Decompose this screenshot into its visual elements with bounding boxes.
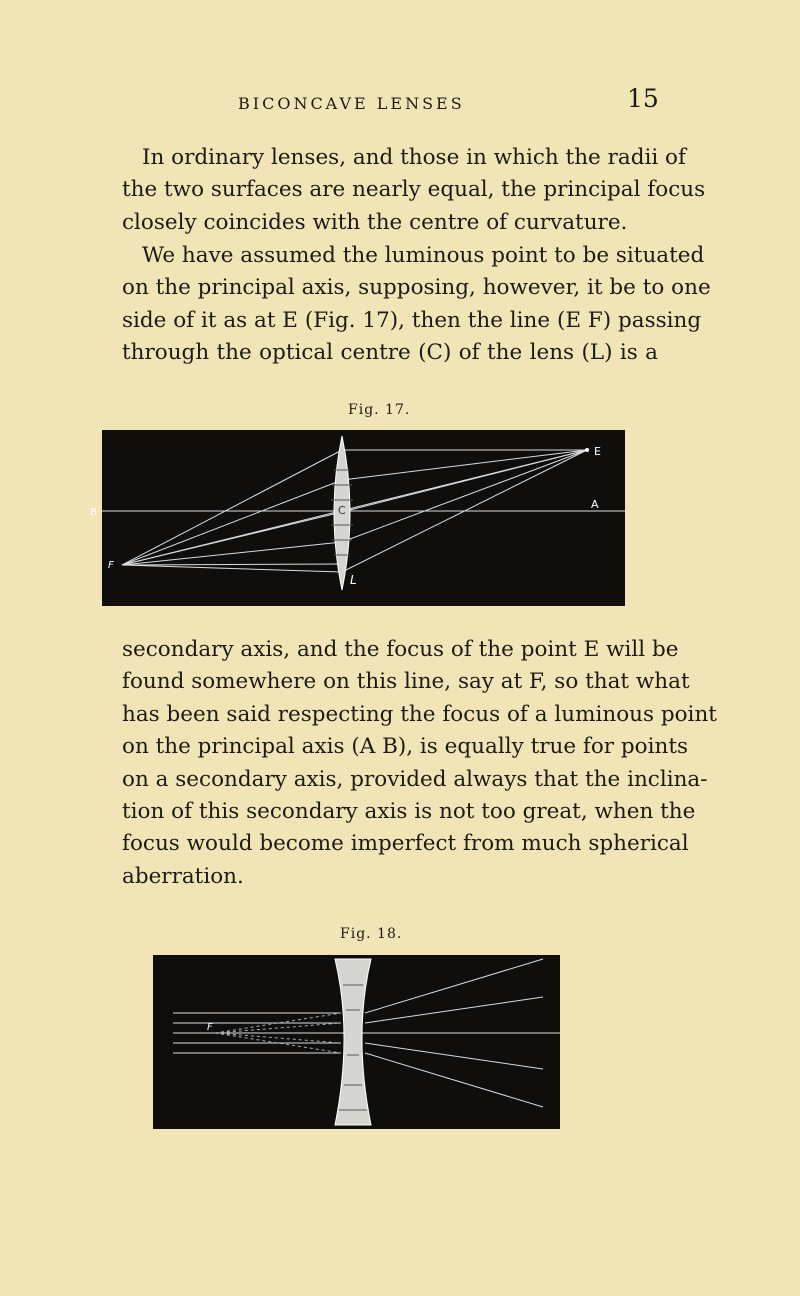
label-a: A [591,498,599,511]
text-line: side of it as at E (Fig. 17), then the line (E F) passing [122,307,702,333]
text-line: closely coincides with the centre of curvature. [122,209,628,235]
biconcave-lens-shape [335,959,371,1125]
ray-line [122,565,342,572]
text-line: on a secondary axis, provided always that the inclina- [122,766,708,792]
text-line: on the principal axis, supposing, however, it be to one [122,275,711,301]
diverging-ray-line [365,959,543,1013]
figure-17-plate [90,430,625,606]
figure-18-plate [153,955,560,1129]
text-line: found somewhere on this line, say at F, so that what [122,669,690,695]
paragraph-secondary-axis [122,634,717,893]
ray-line [342,450,587,542]
label-e: E [594,445,601,458]
paragraph-ordinary-lenses [122,142,706,239]
text-line: has been said respecting the focus of a luminous point [122,701,717,727]
text-line: focus would become imperfect from much spherical [122,831,689,857]
text-line: on the principal axis (A B), is equally true for points [122,734,689,760]
ray-line [122,450,342,565]
label-b: B [90,507,97,518]
label-f: F [108,560,114,571]
ray-line [122,480,342,565]
label-f: F [207,1022,213,1033]
text-line: through the optical centre (C) of the lens (L) is a [122,340,658,366]
ray-line [342,450,587,480]
label-l: L [350,573,357,587]
ray-line [122,564,342,565]
label-c: C [338,504,346,517]
text-line: aberration. [122,863,244,889]
diverging-ray-line [365,1053,543,1107]
ray-line [122,512,342,565]
text-line: tion of this secondary axis is not too great, when the [122,799,696,825]
diverging-ray-line [365,997,543,1023]
figure-18-caption: Fig. 18. [340,926,403,942]
figure-17-caption: Fig. 17. [348,402,411,418]
ray-line [122,542,342,565]
running-head: BICONCAVE LENSES [238,94,465,113]
text-line: In ordinary lenses, and those in which the radii of [142,145,686,170]
page-number: 15 [627,84,659,113]
text-line: secondary axis, and the focus of the point E will be [122,637,679,662]
text-line: the two surfaces are nearly equal, the principal focus [122,177,706,203]
diverging-ray-line [365,1043,543,1069]
paragraph-luminous-point [122,240,711,370]
text-line: We have assumed the luminous point to be situated [142,243,705,268]
figure-17-diagram [90,430,625,606]
figure-18-diagram [153,955,560,1129]
ray-line [342,450,587,512]
